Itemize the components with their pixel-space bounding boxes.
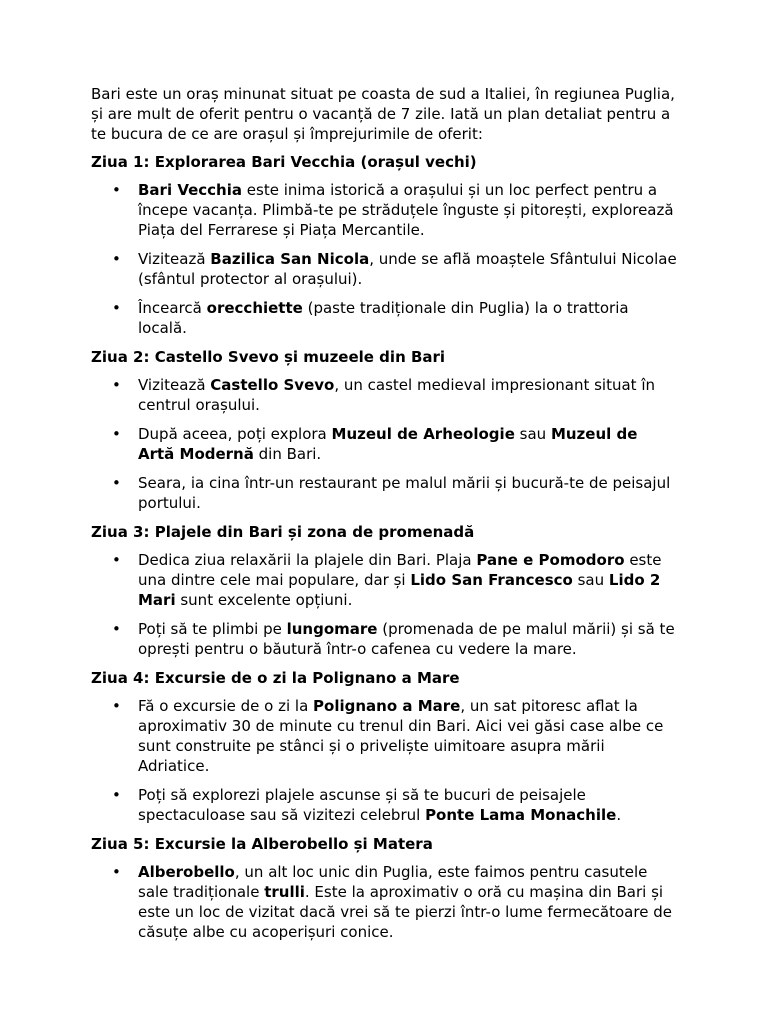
itinerary (91, 152, 678, 942)
bold-text: Lido 2 Mari (138, 571, 661, 609)
text-segment: Vizitează (138, 376, 211, 394)
text-segment: Încearcă (138, 299, 207, 317)
day-heading: Ziua 1: Explorarea Bari Vecchia (orașul vechi) (91, 153, 477, 171)
bold-text: Ponte Lama Monachile (425, 806, 617, 824)
bullet-icon: • (112, 425, 121, 443)
bullet-icon: • (112, 620, 121, 638)
text-segment: Fă o excursie de o zi la (138, 697, 314, 715)
list-item (91, 249, 678, 289)
bold-text: Polignano a Mare (313, 697, 461, 715)
list-item (91, 375, 678, 415)
bold-text: Alberobello (138, 863, 235, 881)
bullet-icon: • (112, 376, 121, 394)
bold-text: Muzeul de Arheologie (331, 425, 515, 443)
text-segment: din Bari. (253, 445, 322, 463)
list-item (91, 180, 678, 240)
list-item (91, 862, 678, 942)
list-item (91, 473, 678, 513)
day-bullet-list (91, 550, 678, 659)
bold-text: orecchiette (206, 299, 303, 317)
day-bullet-list (91, 375, 678, 513)
bullet-icon: • (112, 697, 121, 715)
list-item (91, 696, 678, 776)
list-item (91, 298, 678, 338)
intro-paragraph: Bari este un oraș minunat situat pe coasta de sud a Italiei, în regiunea Puglia, și are mult de oferit pentru o vacanță de 7 zile. Iată un plan detaliat pentru a te bucura de ce are orașul și împrejurimile de oferit: (91, 85, 675, 143)
text-segment: , un castel medieval impresionant situat în centrul orașului. (138, 376, 655, 414)
list-item (91, 424, 678, 464)
bold-text: trulli (264, 883, 305, 901)
text-segment: . (616, 806, 622, 824)
bold-text: lungomare (286, 620, 378, 638)
text-segment: , un alt loc unic din Puglia, este faimos pentru casutele sale tradiționale (138, 863, 648, 901)
bullet-icon: • (112, 474, 121, 492)
text-segment: . Este la aproximativ o oră cu mașina din Bari și este un loc de vizitat dacă vrei să te pierzi într-o lume fermecătoare de căsuțe albe cu acoperișuri conice. (138, 883, 672, 941)
bold-text: Bazilica San Nicola (210, 250, 370, 268)
list-item (91, 550, 678, 610)
day-heading: Ziua 2: Castello Svevo și muzeele din Bari (91, 348, 446, 366)
text-segment: sau (514, 425, 551, 443)
bullet-icon: • (112, 786, 121, 804)
text-segment: Poți să explorezi plajele ascunse și să te bucuri de peisajele spectaculoase sau să vizitezi celebrul (138, 786, 586, 824)
text-segment: Seara, ia cina într-un restaurant pe malul mării și bucură-te de peisajul portului. (138, 474, 671, 512)
list-item (91, 785, 678, 825)
text-segment: este una dintre cele mai populare, dar și (138, 551, 662, 589)
bullet-icon: • (112, 551, 121, 569)
text-segment: , un sat pitoresc aflat la aproximativ 30 de minute cu trenul din Bari. Aici vei găsi case albe ce sunt construite pe stânci și o priveliște uimitoare asupra mării Adriatice. (138, 697, 664, 775)
bold-text: Muzeul de Artă Modernă (138, 425, 638, 463)
day-heading: Ziua 4: Excursie de o zi la Polignano a Mare (91, 669, 460, 687)
bold-text: Castello Svevo (210, 376, 335, 394)
text-segment: Dedica ziua relaxării la plajele din Bari. Plaja (138, 551, 477, 569)
text-segment: (paste tradiționale din Puglia) la o trattoria locală. (138, 299, 629, 337)
day-bullet-list (91, 862, 678, 942)
bold-text: Pane e Pomodoro (476, 551, 625, 569)
day-heading: Ziua 5: Excursie la Alberobello și Matera (91, 835, 433, 853)
text-segment: este inima istorică a orașului și un loc perfect pentru a începe vacanța. Plimbă-te pe străduțele înguste și pitorești, explorează Piața del Ferrarese și Piața Mercantile. (138, 181, 674, 239)
bullet-icon: • (112, 863, 121, 881)
text-segment: , unde se află moaștele Sfântului Nicolae (sfântul protector al orașului). (138, 250, 677, 288)
day-heading: Ziua 3: Plajele din Bari și zona de promenadă (91, 523, 475, 541)
text-segment: Poți să te plimbi pe (138, 620, 287, 638)
day-bullet-list (91, 696, 678, 825)
text-segment: sunt excelente opțiuni. (175, 591, 353, 609)
bullet-icon: • (112, 299, 121, 317)
bold-text: Bari Vecchia (138, 181, 243, 199)
text-segment: sau (572, 571, 609, 589)
text-segment: După aceea, poți explora (138, 425, 332, 443)
text-segment: (promenada de pe malul mării) și să te oprești pentru o băutură într-o cafenea cu vedere la mare. (138, 620, 675, 658)
list-item (91, 619, 678, 659)
bold-text: Lido San Francesco (410, 571, 573, 589)
bullet-icon: • (112, 181, 121, 199)
text-segment: Vizitează (138, 250, 211, 268)
bullet-icon: • (112, 250, 121, 268)
day-bullet-list (91, 180, 678, 338)
